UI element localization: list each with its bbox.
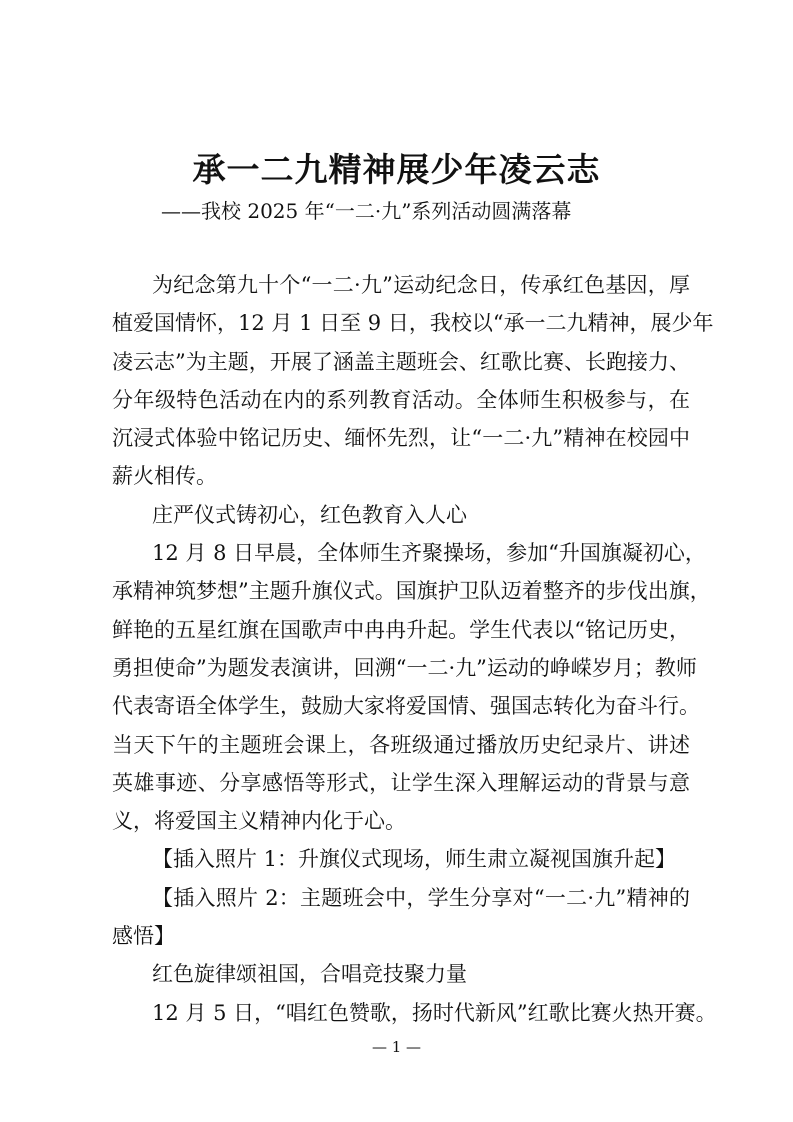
body-line: 12 月 8 日早晨，全体师生齐聚操场，参加“升国旗凝初心， xyxy=(152,541,706,566)
body-line: 分年级特色活动在内的系列教育活动。全体师生积极参与，在 xyxy=(112,387,690,412)
body-line: 薪火相传。 xyxy=(112,464,217,489)
body-line: 植爱国情怀，12 月 1 日至 9 日，我校以“承一二九精神，展少年 xyxy=(112,311,714,336)
body-line: 凌云志”为主题，开展了涵盖主题班会、红歌比赛、长跑接力、 xyxy=(112,349,690,374)
body-line: 承精神筑梦想”主题升旗仪式。国旗护卫队迈着整齐的步伐出旗， xyxy=(112,579,711,604)
body-line: 12 月 5 日，“唱红色赞歌，扬时代新风”红歌比赛火热开赛。 xyxy=(152,1000,717,1025)
section-heading: 庄严仪式铸初心，红色教育入人心 xyxy=(152,502,467,527)
page-number: — 1 — xyxy=(371,1038,422,1056)
body-line: 当天下午的主题班会课上，各班级通过播放历史纪录片、讲述 xyxy=(112,732,690,757)
photo-placeholder: 【插入照片 2：主题班会中，学生分享对“一二·九”精神的 xyxy=(152,885,690,910)
section-heading: 红色旋律颂祖国，合唱竞技聚力量 xyxy=(152,962,467,987)
body-line: 英雄事迹、分享感悟等形式，让学生深入理解运动的背景与意 xyxy=(112,770,690,795)
body-line: 沉浸式体验中铭记历史、缅怀先烈，让“一二·九”精神在校园中 xyxy=(112,426,690,451)
body-line: 代表寄语全体学生，鼓励大家将爱国情、强国志转化为奋斗行。 xyxy=(112,694,700,719)
article-body xyxy=(112,266,717,1032)
photo-placeholder: 【插入照片 1：升旗仪式现场，师生肃立凝视国旗升起】 xyxy=(152,847,677,872)
article-subtitle: ——我校 2025 年“一二·九”系列活动圆满落幕 xyxy=(161,199,572,223)
body-line: 为纪念第九十个“一二·九”运动纪念日，传承红色基因，厚 xyxy=(152,273,690,297)
article-title: 承一二九精神展少年凌云志 xyxy=(192,150,601,189)
photo-placeholder: 感悟】 xyxy=(112,924,175,949)
body-line: 义，将爱国主义精神内化于心。 xyxy=(112,809,406,834)
body-line: 勇担使命”为题发表演讲，回溯“一二·九”运动的峥嵘岁月；教师 xyxy=(112,655,697,680)
body-line: 鲜艳的五星红旗在国歌声中冉冉升起。学生代表以“铭记历史， xyxy=(112,617,690,642)
